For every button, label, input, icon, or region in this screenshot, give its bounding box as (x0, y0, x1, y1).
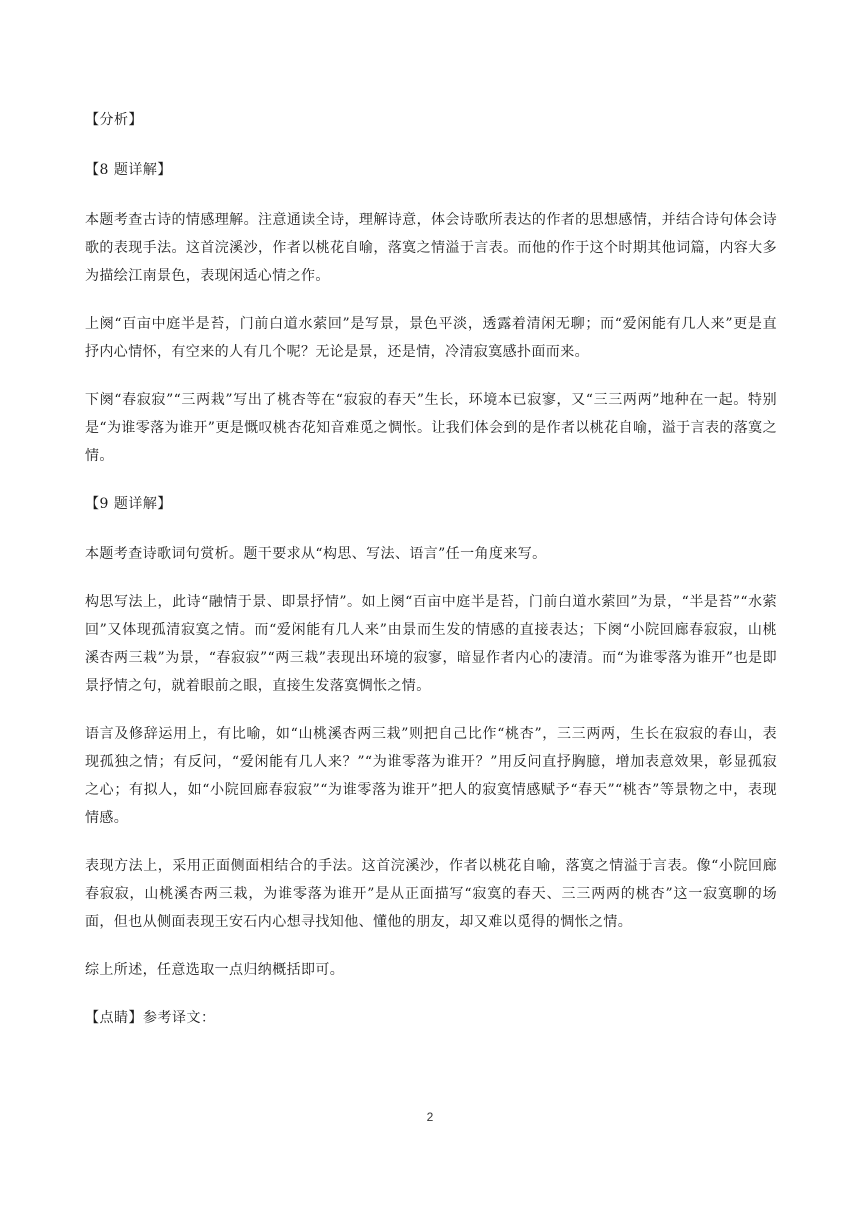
tips-heading: 【点睛】参考译文： (85, 1010, 216, 1026)
q9-heading: 【9 题详解】 (85, 496, 172, 512)
page-number: 2 (426, 1110, 434, 1124)
analysis-heading: 【分析】 (85, 112, 143, 128)
q9-para-5: 综上所述，任意选取一点归纳概括即可。 (85, 962, 345, 978)
q8-para-1: 本题考查古诗的情感理解。注意通读全诗，理解诗意，体会诗歌所表达的作者的思想感情，并结合诗句体会诗歌的表现手法。这首浣溪沙，作者以桃花自喻，落寞之情溢于言表。而他的作于这个时期其他词篇，内容大多为描绘江南景色，表现闲适心情之作。 (85, 212, 777, 284)
q9-para-1: 本题考查诗歌词句赏析。题干要求从“构思、写法、语言”任一角度来写。 (85, 546, 547, 562)
q8-para-2: 上阕“百亩中庭半是苔，门前白道水萦回”是写景，景色平淡，透露着清闲无聊；而“爱闲能有几人来”更是直抒内心情怀，有空来的人有几个呢？无论是景，还是情，冷清寂寞感扑面而来。 (85, 316, 777, 360)
q8-heading: 【8 题详解】 (85, 162, 172, 178)
q9-para-4: 表现方法上，采用正面侧面相结合的手法。这首浣溪沙，作者以桃花自喻，落寞之情溢于言表。像“小院回廊春寂寂，山桃溪杏两三栽，为谁零落为谁开”是从正面描写“寂寞的春天、三三两两的桃杏”这一寂寞聊的场面，但也从侧面表现王安石内心想寻找知他、懂他的朋友，却又难以觅得的惆怅之情。 (85, 858, 777, 930)
document-body (85, 106, 777, 1054)
q9-para-2: 构思写法上，此诗“融情于景、即景抒情”。如上阕“百亩中庭半是苔，门前白道水萦回”为景，“半是苔”“水萦回”又体现孤清寂寞之情。而“爱闲能有几人来”由景而生发的情感的直接表达；下阕“小院回廊春寂寂，山桃溪杏两三栽”为景，“春寂寂”“两三栽”表现出环境的寂寥，暗显作者内心的凄清。而“为谁零落为谁开”也是即景抒情之句，就着眼前之眼，直接生发落寞惆怅之情。 (85, 594, 777, 694)
q9-para-3: 语言及修辞运用上，有比喻，如“山桃溪杏两三栽”则把自己比作“桃杏”，三三两两，生长在寂寂的春山，表现孤独之情；有反问，“爱闲能有几人来？”“为谁零落为谁开？”用反问直抒胸臆，增加表意效果，彰显孤寂之心；有拟人，如“小院回廊春寂寂”“为谁零落为谁开”把人的寂寞情感赋予“春天”“桃杏”等景物之中，表现情感。 (85, 726, 777, 826)
q8-para-3: 下阕“春寂寂”“三两栽”写出了桃杏等在“寂寂的春天”生长，环境本已寂寥，又“三三两两”地种在一起。特别是“为谁零落为谁开”更是慨叹桃杏花知音难觅之惆怅。让我们体会到的是作者以桃花自喻，溢于言表的落寞之情。 (85, 392, 777, 464)
